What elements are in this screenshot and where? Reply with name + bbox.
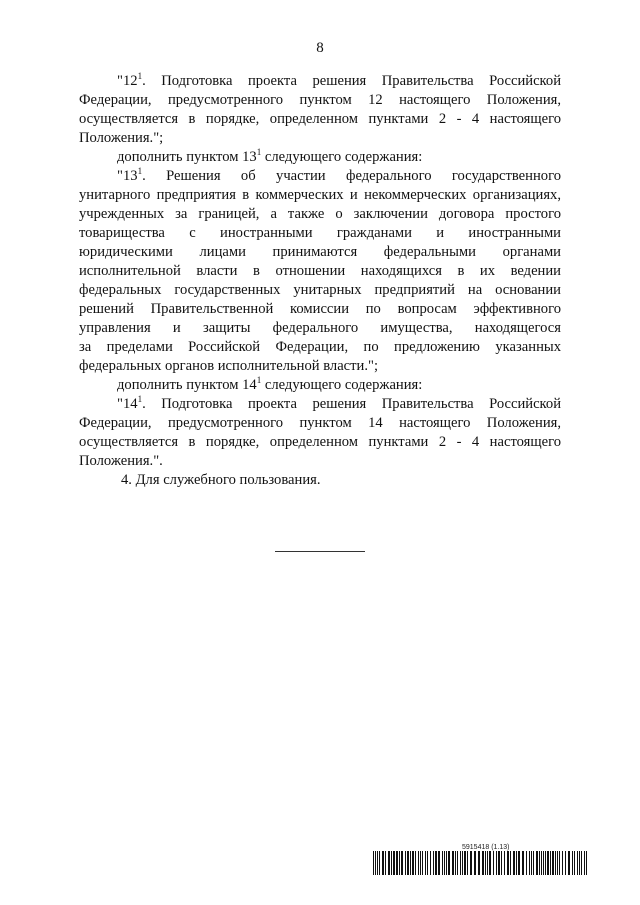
text-line: "$12^1$. Подготовка проекта решения Правительства Российской: [117, 71, 562, 89]
text-line: за пределами Российской Федерации, по предложению указанных: [79, 339, 561, 355]
text-line: Федерации, предусмотренного пунктом 14 настоящего Положения,: [79, 415, 561, 431]
text-line: товарищества с иностранными гражданами и иностранными: [79, 225, 561, 241]
text-line: унитарного предприятия в коммерческих и некоммерческих организациях,: [79, 187, 561, 203]
paragraph-13-1: [79, 167, 561, 376]
text-line: "$14^1$. Подготовка проекта решения Правительства Российской: [117, 394, 562, 412]
text-line: юридическими лицами принимаются федеральными органами: [79, 244, 561, 260]
text-line: Положения.";: [79, 130, 164, 146]
text-line: Положения.".: [79, 453, 163, 469]
text-line: Федерации, предусмотренного пунктом 12 настоящего Положения,: [79, 92, 561, 108]
text-line: осуществляется в порядке, определенном пунктами 2 - 4 настоящего: [79, 434, 561, 450]
text-line: управления и защиты федерального имущества, находящегося: [79, 320, 561, 336]
document-body: [79, 72, 561, 490]
text-line: 4. Для служебного пользования.: [121, 472, 321, 488]
paragraph-4: [79, 471, 561, 490]
text-line: решений Правительственной комиссии по вопросам эффективного: [79, 301, 561, 317]
text-line: федеральных органов исполнительной власти.";: [79, 358, 378, 374]
text-line: дополнить пунктом $14^1$ следующего содержания:: [117, 375, 423, 393]
barcode-image: [373, 851, 589, 875]
paragraph-12-1: [79, 72, 561, 148]
text-line: осуществляется в порядке, определенном пунктами 2 - 4 настоящего: [79, 111, 561, 127]
text-line: "$13^1$. Решения об участии федерального государственного: [117, 166, 561, 184]
text-line: исполнительной власти в отношении находящихся в их ведении: [79, 263, 561, 279]
barcode-caption: 5915418 (1.13): [462, 844, 510, 851]
text-line: федеральных государственных унитарных предприятий на основании: [79, 282, 561, 298]
end-separator-line: [275, 551, 365, 552]
text-line: учрежденных за границей, а также о заключении договора простого: [79, 206, 561, 222]
instruction-add-14-1: [79, 376, 561, 395]
instruction-add-13-1: [79, 148, 561, 167]
text-line: дополнить пунктом $13^1$ следующего содержания:: [117, 147, 423, 165]
paragraph-14-1: [79, 395, 561, 471]
page-number: 8: [316, 40, 324, 56]
